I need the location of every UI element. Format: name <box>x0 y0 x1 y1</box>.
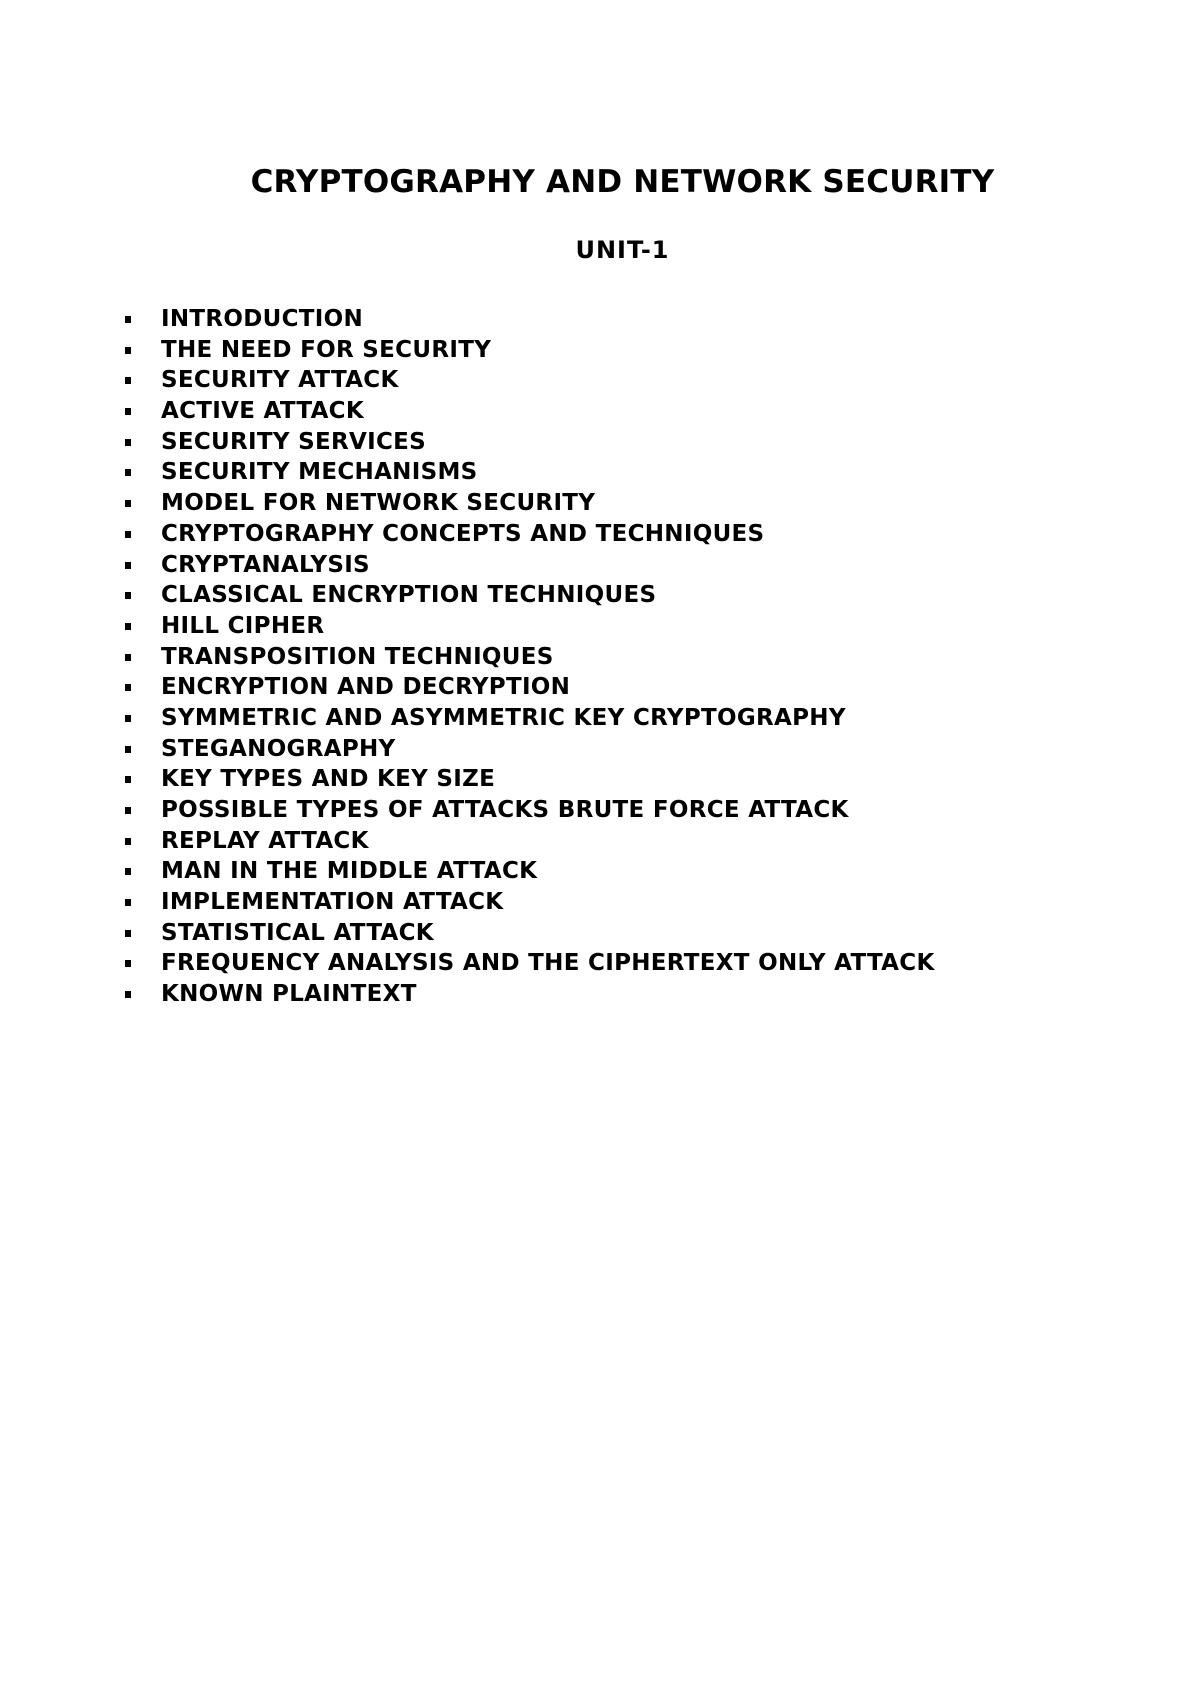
square-bullet-icon <box>125 377 131 384</box>
square-bullet-icon <box>125 562 131 569</box>
list-item-label: FREQUENCY ANALYSIS AND THE CIPHERTEXT ONLY ATTACK <box>161 950 935 977</box>
list-item-label: POSSIBLE TYPES OF ATTACKS BRUTE FORCE ATTACK <box>161 797 849 823</box>
square-bullet-icon <box>125 347 131 354</box>
unit-heading: UNIT-1 <box>575 236 670 264</box>
square-bullet-icon <box>125 899 131 906</box>
square-bullet-icon <box>125 991 131 998</box>
list-item-label: SECURITY MECHANISMS <box>161 459 478 486</box>
square-bullet-icon <box>125 930 131 937</box>
list-item-label: CLASSICAL ENCRYPTION TECHNIQUES <box>161 582 657 609</box>
square-bullet-icon <box>125 469 131 476</box>
square-bullet-icon <box>125 316 131 323</box>
square-bullet-icon <box>125 776 131 783</box>
list-item-label: SYMMETRIC AND ASYMMETRIC KEY CRYPTOGRAPHY <box>161 704 846 731</box>
document-title: CRYPTOGRAPHY AND NETWORK SECURITY <box>250 164 995 200</box>
square-bullet-icon <box>125 531 131 538</box>
square-bullet-icon <box>125 654 131 661</box>
list-item-label: TRANSPOSITION TECHNIQUES <box>161 643 554 670</box>
list-item-label: CRYPTANALYSIS <box>161 551 370 578</box>
square-bullet-icon <box>125 807 131 814</box>
square-bullet-icon <box>125 623 131 630</box>
list-item-label: SECURITY ATTACK <box>161 367 399 394</box>
square-bullet-icon <box>125 838 131 845</box>
square-bullet-icon <box>125 715 131 722</box>
list-item-label: SECURITY SERVICES <box>161 428 427 455</box>
list-item-label: KNOWN PLAINTEXT <box>161 981 417 1008</box>
list-item-label: ACTIVE ATTACK <box>161 398 364 425</box>
square-bullet-icon <box>125 746 131 753</box>
square-bullet-icon <box>125 408 131 415</box>
square-bullet-icon <box>125 592 131 599</box>
list-item-label: ENCRYPTION AND DECRYPTION <box>161 674 571 701</box>
list-item-label: MODEL FOR NETWORK SECURITY <box>161 490 596 517</box>
list-item-label: STEGANOGRAPHY <box>161 735 396 762</box>
square-bullet-icon <box>125 868 131 875</box>
list-item-label: THE NEED FOR SECURITY <box>161 336 492 363</box>
list-item-label: KEY TYPES AND KEY SIZE <box>161 766 496 793</box>
square-bullet-icon <box>125 439 131 446</box>
square-bullet-icon <box>125 684 131 691</box>
square-bullet-icon <box>125 960 131 967</box>
list-item-label: IMPLEMENTATION ATTACK <box>161 889 504 916</box>
list-item-label: MAN IN THE MIDDLE ATTACK <box>161 858 538 885</box>
square-bullet-icon <box>125 500 131 507</box>
list-item-label: STATISTICAL ATTACK <box>161 919 434 946</box>
list-item-label: HILL CIPHER <box>161 612 325 639</box>
list-item-label: CRYPTOGRAPHY CONCEPTS AND TECHNIQUES <box>161 520 765 547</box>
list-item-label: INTRODUCTION <box>161 306 364 332</box>
list-item-label: REPLAY ATTACK <box>161 827 369 854</box>
